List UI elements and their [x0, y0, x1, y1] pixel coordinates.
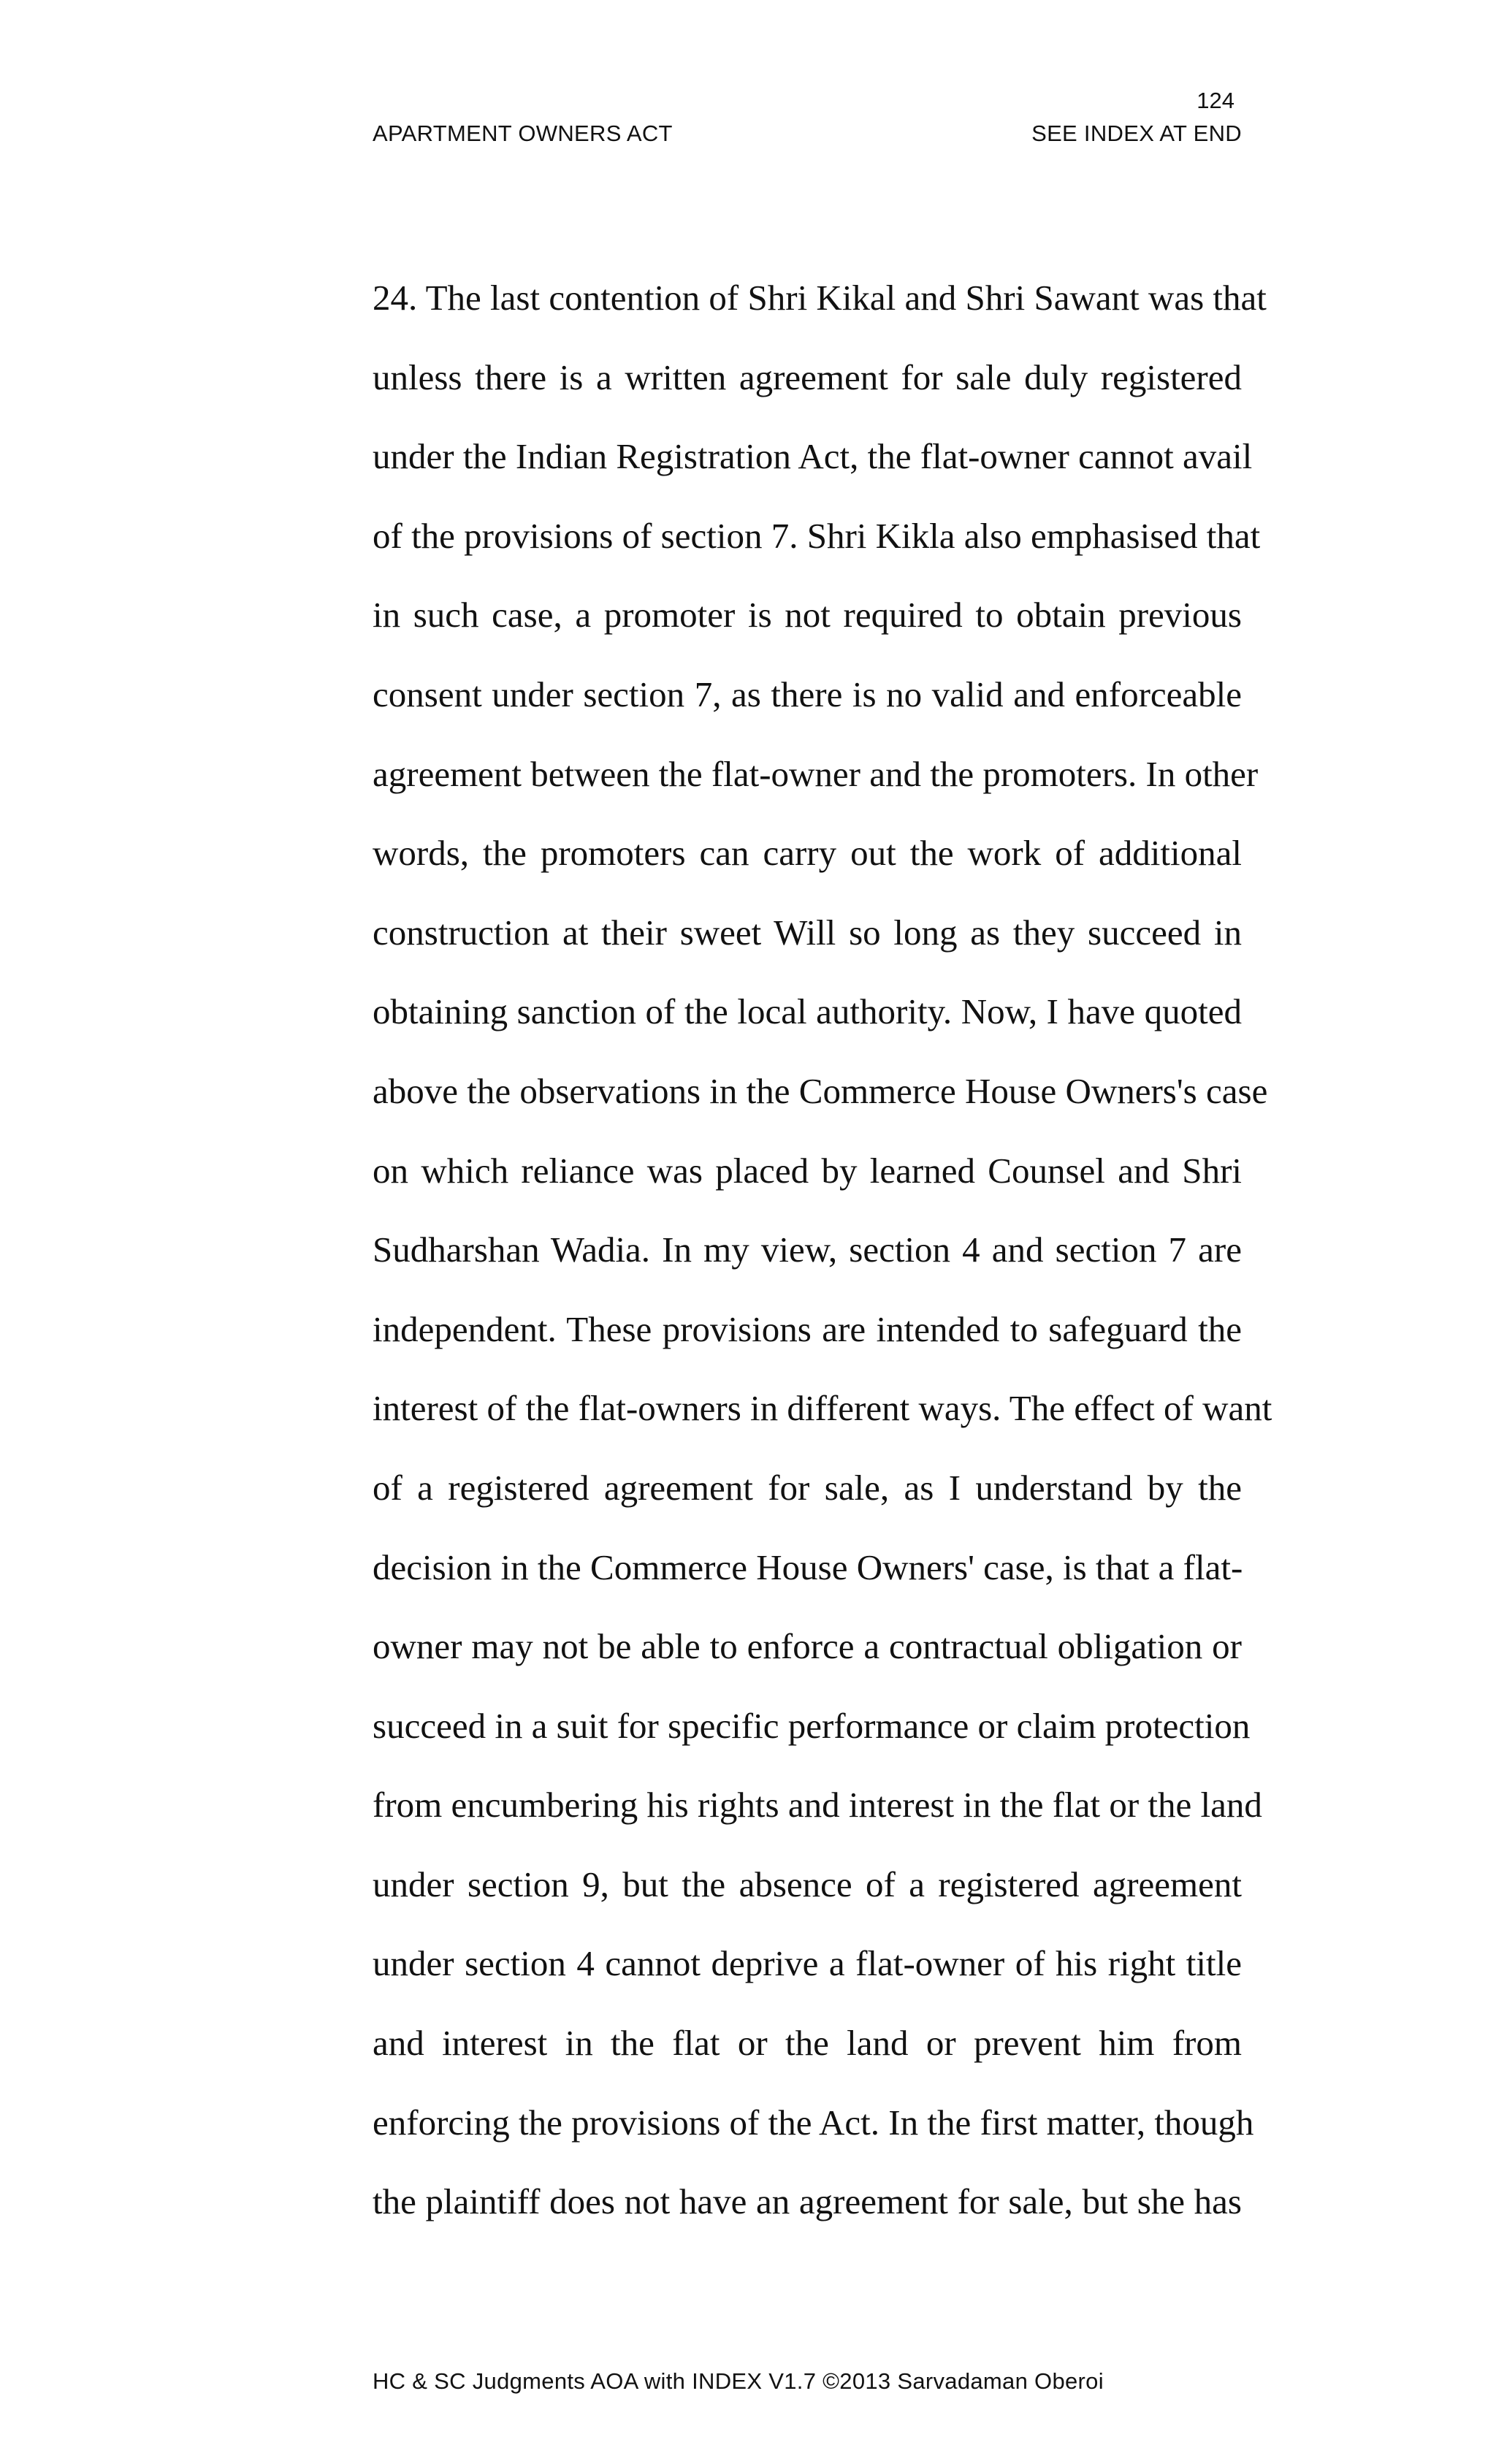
text-line: of the provisions of section 7. Shri Kikla also emphasised that — [373, 515, 1261, 556]
text-line: succeed in a suit for specific performance or claim protection — [373, 1705, 1251, 1746]
text-line: Sudharshan Wadia. In my view, section 4 and section 7 are — [373, 1229, 1242, 1270]
text-line: decision in the Commerce House Owners' case, is that a flat- — [373, 1546, 1243, 1587]
text-line: under section 4 cannot deprive a flat-owner of his right title — [373, 1943, 1242, 1984]
header-title: APARTMENT OWNERS ACT — [373, 121, 673, 146]
text-line: consent under section 7, as there is no valid and enforceable — [373, 674, 1242, 714]
text-line: enforcing the provisions of the Act. In the first matter, though — [373, 2102, 1254, 2143]
judgment-body-text — [373, 259, 1272, 2242]
text-line: the plaintiff does not have an agreement for sale, but she has — [373, 2181, 1242, 2222]
text-line: agreement between the flat-owner and the promoters. In other — [373, 753, 1259, 794]
text-line: 24. The last contention of Shri Kikal and Shri Sawant was that — [373, 278, 1267, 318]
copyright-footer: HC & SC Judgments AOA with INDEX V1.7 ©2013 Sarvadaman Oberoi — [373, 2368, 1104, 2394]
text-line: unless there is a written agreement for sale duly registered — [373, 356, 1242, 397]
text-line: of a registered agreement for sale, as I understand by the — [373, 1467, 1242, 1508]
text-line: construction at their sweet Will so long as they succeed in — [373, 912, 1242, 953]
text-line: on which reliance was placed by learned Counsel and Shri — [373, 1150, 1242, 1191]
text-line: obtaining sanction of the local authority. Now, I have quoted — [373, 991, 1242, 1032]
header-index-note: SEE INDEX AT END — [1031, 121, 1242, 146]
text-line: interest of the flat-owners in different ways. The effect of want — [373, 1388, 1272, 1429]
text-line: under section 9, but the absence of a registered agreement — [373, 1864, 1242, 1904]
text-line: independent. These provisions are intended to safeguard the — [373, 1308, 1242, 1349]
text-line: above the observations in the Commerce House Owners's case — [373, 1070, 1268, 1111]
text-line: owner may not be able to enforce a contractual obligation or — [373, 1626, 1242, 1667]
text-line: in such case, a promoter is not required to obtain previous — [373, 595, 1242, 636]
running-header — [373, 121, 1242, 147]
text-line: under the Indian Registration Act, the flat-owner cannot avail — [373, 436, 1253, 477]
text-line: words, the promoters can carry out the work of additional — [373, 833, 1242, 874]
text-line: and interest in the flat or the land or prevent him from — [373, 2023, 1242, 2064]
text-line: from encumbering his rights and interest in the flat or the land — [373, 1785, 1262, 1826]
page-number: 124 — [1197, 88, 1234, 113]
